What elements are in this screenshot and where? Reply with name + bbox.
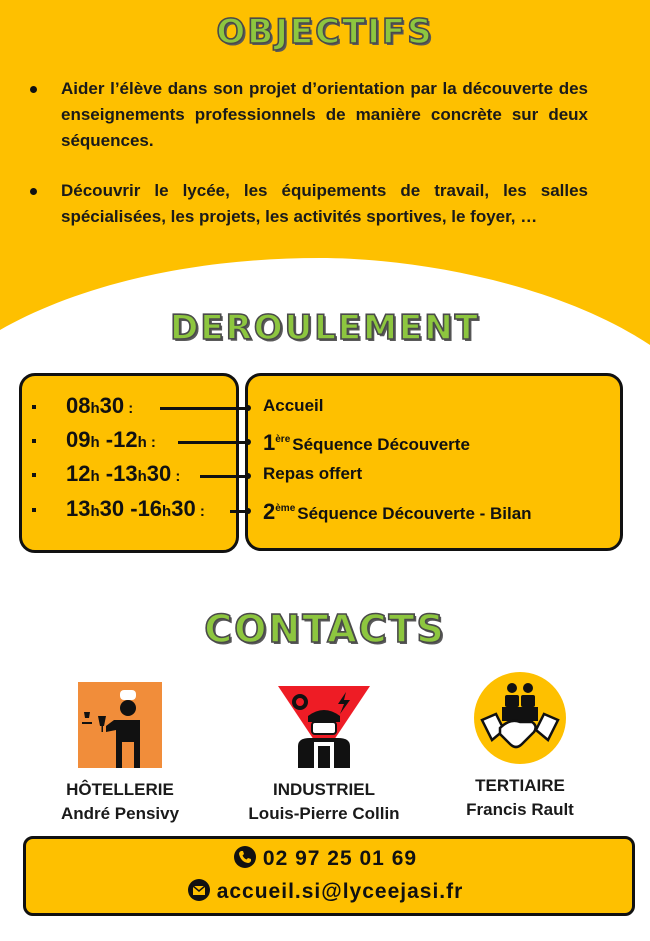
connector-line [200, 475, 248, 478]
contact-person: André Pensivy [60, 804, 180, 823]
contacts-title: CONTACTS [204, 607, 446, 651]
schedule-row [0, 493, 650, 525]
objectifs-title: OBJECTIFS [216, 12, 434, 52]
phone-line [0, 845, 650, 871]
contact-sector: INDUSTRIEL [273, 780, 375, 799]
phone-icon [233, 845, 257, 869]
list-item [28, 76, 588, 154]
objectif-text-1: Aider l’élève dans son projet d’orientation par la découverte des enseignements professionnels de manière concrète sur deux séquences. [61, 79, 588, 150]
list-item [28, 178, 588, 230]
schedule-event: 1ère Séquence Découverte [263, 430, 470, 455]
bullet [32, 439, 36, 443]
connector-line [160, 407, 248, 410]
contact-sector: TERTIAIRE [475, 776, 565, 795]
objectif-text-2: Découvrir le lycée, les équipements de travail, les salles spécialisées, les projets, les activités sportives, le foyer, … [61, 181, 588, 226]
schedule-event: Repas offert [263, 464, 363, 483]
email-address[interactable]: accueil.si@lyceejasi.fr [216, 880, 464, 903]
deroulement-title: DEROULEMENT [170, 308, 480, 348]
contact-sector: HÔTELLERIE [66, 780, 174, 799]
email-icon [187, 878, 211, 902]
handshake-icon [472, 670, 568, 766]
contact-person: Louis-Pierre Collin [248, 804, 400, 823]
email-line [0, 878, 650, 904]
schedule-event: Accueil [263, 396, 324, 415]
schedule-time: 13h30 -16h30 : [66, 496, 205, 521]
phone-number[interactable]: 02 97 25 01 69 [262, 847, 418, 870]
contact-industriel [224, 682, 424, 826]
schedule-event: 2ème Séquence Découverte - Bilan [263, 499, 532, 524]
connector-line [230, 510, 248, 513]
schedule-row [0, 424, 650, 456]
objectifs-list [28, 76, 588, 254]
bullet [32, 473, 36, 477]
schedule-time: 12h -13h30 : [66, 461, 181, 486]
contact-tertiaire [420, 670, 620, 822]
contact-hotellerie [20, 682, 220, 826]
waiter-icon [76, 682, 164, 770]
worker-icon [276, 682, 372, 770]
connector-line [178, 441, 248, 444]
bullet [30, 86, 37, 93]
schedule-time: 08h30 : [66, 393, 134, 418]
bullet [30, 188, 37, 195]
schedule-row [0, 390, 650, 422]
schedule-row [0, 458, 650, 490]
bullet [32, 508, 36, 512]
bullet [32, 405, 36, 409]
contact-person: Francis Rault [466, 800, 574, 819]
schedule-time: 09h -12h : [66, 427, 156, 452]
